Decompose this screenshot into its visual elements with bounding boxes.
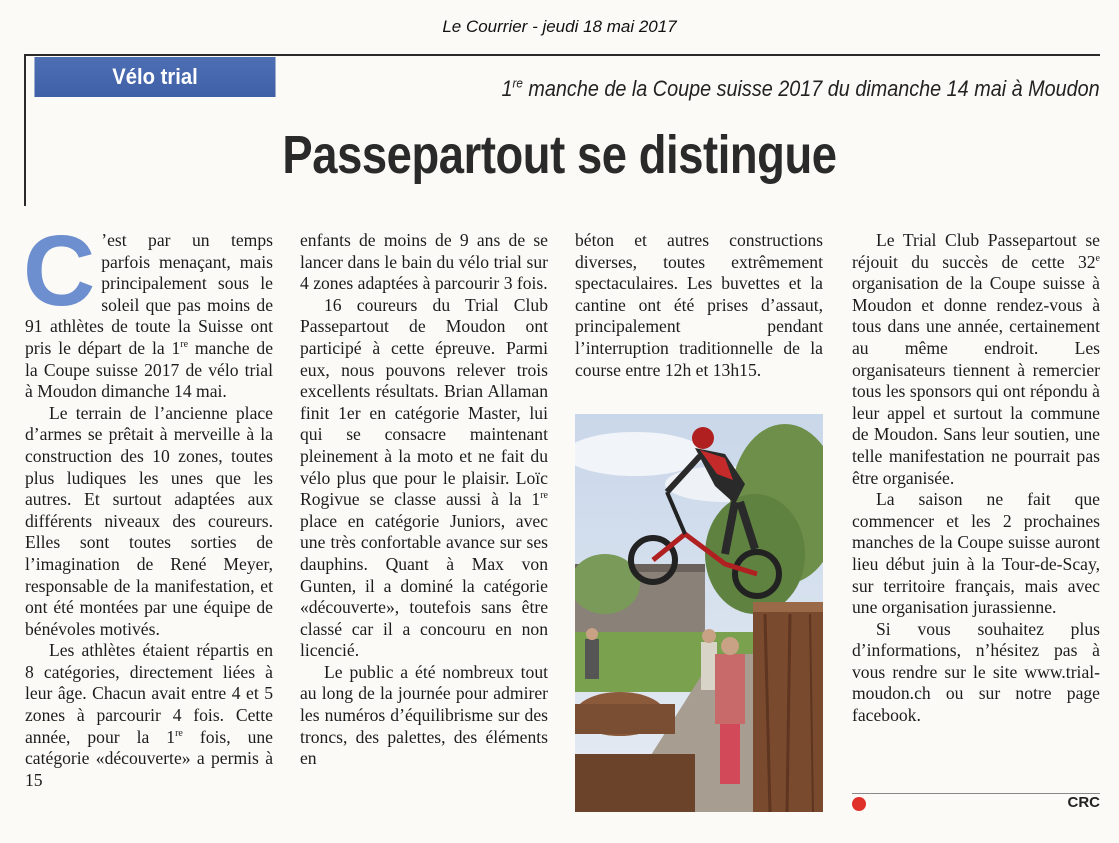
footer-rule <box>852 793 1100 794</box>
section-tag: Vélo trial <box>34 57 275 97</box>
trial-rider-photo <box>575 414 823 812</box>
article-column-4 <box>852 230 1100 727</box>
red-dot-icon <box>852 797 866 811</box>
paragraph: La saison ne fait que commencer et les 2 prochaines manches de la Coupe suisse auront lieu début juin à la Tour-de-Scay, sur territoire français, mais avec une organisation jurassienne. <box>852 489 1100 618</box>
article-column-3 <box>575 230 823 381</box>
left-frame-rule <box>24 56 26 206</box>
paragraph: Le terrain de l’ancienne place d’armes se prêtait à merveille à la construction des 10 zones, toutes plus ludiques les unes que les autres. Et surtout adaptées aux différents niveaux des coureurs. Elles sont toutes sorties de l’imagination de René Meyer, responsable de la manifestation, et ont été montées par une équipe de bénévoles motivés. <box>25 402 273 639</box>
article-headline: Passepartout se distingue <box>282 125 837 185</box>
paragraph: 16 coureurs du Trial Club Passepartout de Moudon ont participé à cette épreuve. Parmi eux, nous pouvons relever trois excellents résultats. Brian Allaman finit 1er en catégorie Master, lui qui se consacre maintenant pleinement à la moto et ne fait du vélo plus que pour le plaisir. Loïc Rogivue se classe aussi à la 1re place en catégorie Juniors, avec une très confortable avance sur ses dauphins. Quant à Max von Gunten, il a dominé la catégorie «découverte», toutefois sans être classé car il a concouru en non licencié. <box>300 294 548 661</box>
paragraph: Si vous souhaitez plus d’informations, n’hésitez pas à vous rendre sur le site www.trial-moudon.ch ou sur notre page facebook. <box>852 618 1100 726</box>
newspaper-source-line: Le Courrier - jeudi 18 mai 2017 <box>442 17 677 36</box>
paragraph: C ’est par un temps parfois menaçant, mais principalement sous le soleil que pas moins de 91 athlètes de toute la Suisse ont pris le départ de la 1re manche de la Coupe suisse 2017 de vélo trial à Moudon dimanche 14 mai. <box>23 215 274 402</box>
article-column-1 <box>23 215 274 791</box>
drop-cap: C <box>23 215 96 327</box>
article-column-2 <box>300 230 548 770</box>
paragraph: béton et autres constructions diverses, toutes extrêmement spectaculaires. Les buvettes et la cantine ont été prises d’assaut, principalement pendant l’interruption traditionnelle de la course entre 12h et 13h15. <box>575 230 823 380</box>
paragraph: enfants de moins de 9 ans de se lancer dans le bain du vélo trial sur 4 zones adaptées à parcourir 3 fois. <box>300 230 548 294</box>
paragraph: Les athlètes étaient répartis en 8 catégories, directement liées à leur âge. Chacun avait entre 4 et 5 zones à parcourir 4 fois. Cette année, pour la 1re fois, une catégorie «découverte» a permis à 15 <box>25 640 273 790</box>
author-credit: CRC <box>1067 794 1100 811</box>
paragraph: Le Trial Club Passepartout se réjouit du succès de cette 32e organisation de la Coupe suisse à Moudon et donne rendez-vous à tous dans une année, certainement au même endroit. Les organisateurs tiennent à remercier tous les sponsors qui ont répondu à leur appel et surtout la commune de Moudon. Sans leur soutien, une telle manifestation ne pourrait pas être organisée. <box>852 230 1100 488</box>
photo-illustration <box>575 414 823 812</box>
paragraph: Le public a été nombreux tout au long de la journée pour admirer les numéros d’équilibrisme sur des troncs, des palettes, des éléments en <box>300 661 548 769</box>
event-subtitle: 1re manche de la Coupe suisse 2017 du dimanche 14 mai à Moudon <box>501 75 1100 101</box>
header-rule <box>24 54 1100 56</box>
